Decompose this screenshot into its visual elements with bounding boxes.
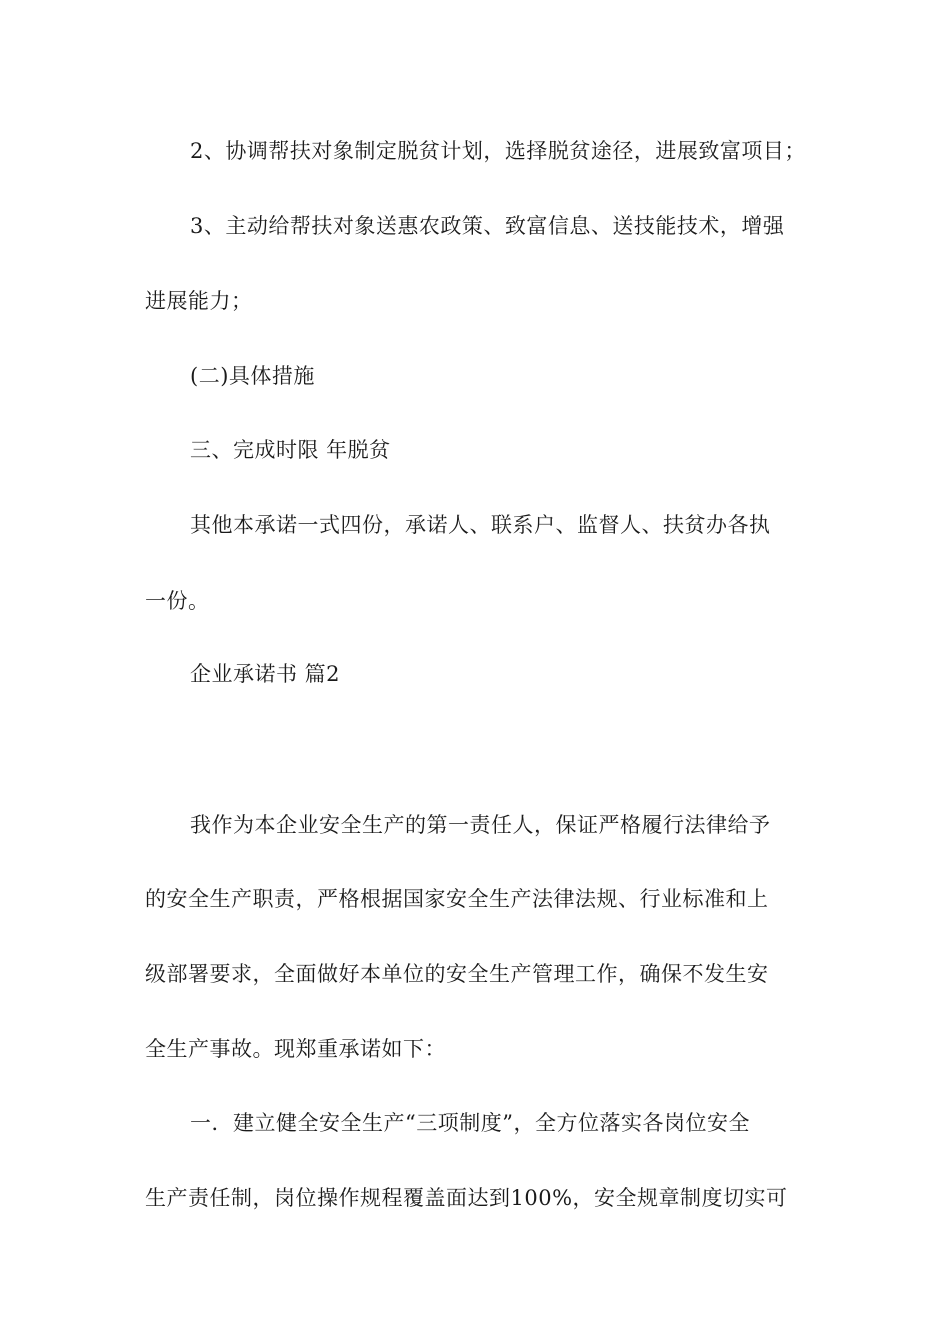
text-line-14: 生产责任制，岗位操作规程覆盖面达到100%，安全规章制度切实可	[145, 1186, 788, 1210]
text-line-13: 一．建立健全安全生产“三项制度”，全方位落实各岗位安全	[190, 1111, 750, 1135]
text-line-11: 级部署要求，全面做好本单位的安全生产管理工作，确保不发生安	[145, 962, 769, 986]
document-title-part-2: 企业承诺书 篇2	[190, 662, 341, 686]
text-line-9: 我作为本企业安全生产的第一责任人，保证严格履行法律给予	[190, 813, 771, 837]
text-line-3: 进展能力；	[145, 289, 253, 313]
text-line-10: 的安全生产职责，严格根据国家安全生产法律法规、行业标准和上	[145, 887, 769, 911]
section-heading-measures: (二)具体措施	[190, 364, 315, 388]
section-heading-deadline: 三、完成时限 年脱贫	[190, 438, 391, 462]
text-line-7: 一份。	[145, 589, 210, 613]
text-line-1: 2、协调帮扶对象制定脱贫计划，选择脱贫途径，进展致富项目；	[190, 139, 806, 163]
text-line-2: 3、主动给帮扶对象送惠农政策、致富信息、送技能技术，增强	[190, 214, 785, 238]
text-line-6: 其他本承诺一式四份，承诺人、联系户、监督人、扶贫办各执	[190, 513, 771, 537]
text-line-12: 全生产事故。现郑重承诺如下：	[145, 1037, 446, 1061]
